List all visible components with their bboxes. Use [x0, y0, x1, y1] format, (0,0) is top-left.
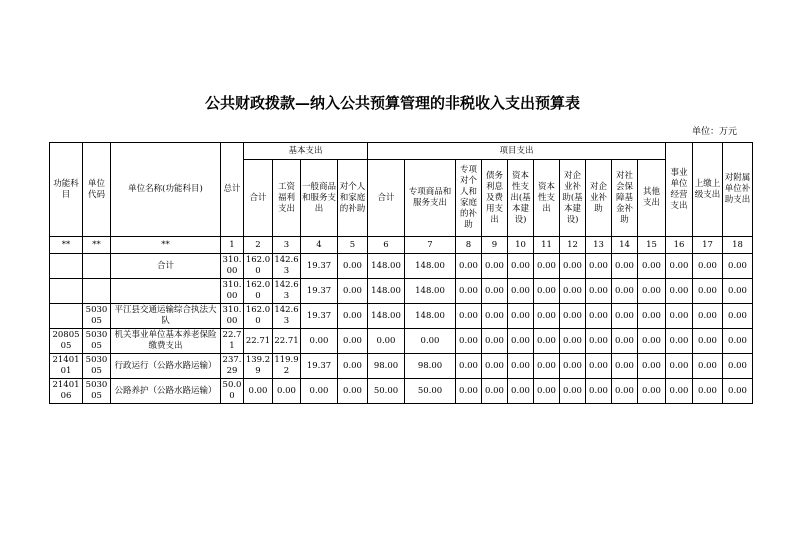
index-cell: 2: [244, 237, 273, 254]
value-cell: 310.00: [221, 254, 244, 279]
value-cell: 0.00: [586, 354, 612, 379]
value-cell: 148.00: [405, 254, 456, 279]
unit-code-cell: 503005: [83, 329, 111, 354]
value-cell: 0.00: [723, 304, 753, 329]
value-cell: 0.00: [666, 254, 693, 279]
value-cell: 0.00: [301, 329, 338, 354]
index-cell: 7: [405, 237, 456, 254]
page-title: 公共财政拨款—纳入公共预算管理的非税收入支出预算表: [204, 94, 580, 112]
index-cell: **: [83, 237, 111, 254]
index-cell: 14: [612, 237, 638, 254]
value-cell: 0.00: [273, 379, 301, 404]
header-sub: 专项商品和服务支出: [405, 160, 456, 237]
value-cell: 22.71: [244, 329, 273, 354]
value-cell: 0.00: [638, 304, 666, 329]
value-cell: 0.00: [638, 254, 666, 279]
value-cell: 0.00: [693, 304, 723, 329]
value-cell: 0.00: [586, 379, 612, 404]
value-cell: 162.00: [244, 279, 273, 304]
index-cell: 4: [301, 237, 338, 254]
header-sub: 专项对个人和家庭的补助: [456, 160, 482, 237]
value-cell: 148.00: [368, 304, 405, 329]
value-cell: 142.63: [273, 279, 301, 304]
value-cell: 22.71: [273, 329, 301, 354]
header-sub: 合计: [244, 160, 273, 237]
unit-name-cell: 合计: [111, 254, 221, 279]
table-row: [50, 379, 753, 404]
value-cell: 0.00: [586, 304, 612, 329]
func-code-cell: 2140106: [50, 379, 83, 404]
value-cell: 50.00: [368, 379, 405, 404]
header-enterprise: 事业单位经营支出: [666, 143, 693, 237]
func-code-cell: [50, 254, 83, 279]
value-cell: 0.00: [666, 354, 693, 379]
value-cell: 0.00: [508, 329, 534, 354]
index-row: [50, 237, 753, 254]
index-cell: 12: [560, 237, 586, 254]
value-cell: 0.00: [560, 254, 586, 279]
value-cell: 0.00: [456, 254, 482, 279]
value-cell: 0.00: [666, 329, 693, 354]
header-sub: 工资福利支出: [273, 160, 301, 237]
unit-name-cell: 公路养护（公路水路运输）: [111, 379, 221, 404]
unit-name-cell: 行政运行（公路水路运输）: [111, 354, 221, 379]
header-subsidiary: 对附属单位补助支出: [723, 143, 753, 237]
unit-name-cell: [111, 279, 221, 304]
index-cell: 15: [638, 237, 666, 254]
value-cell: 0.00: [693, 279, 723, 304]
value-cell: 0.00: [723, 329, 753, 354]
value-cell: 0.00: [338, 279, 368, 304]
value-cell: 0.00: [301, 379, 338, 404]
value-cell: 0.00: [338, 379, 368, 404]
unit-code-cell: 503005: [83, 304, 111, 329]
value-cell: 0.00: [693, 254, 723, 279]
value-cell: 0.00: [693, 329, 723, 354]
value-cell: 19.37: [301, 254, 338, 279]
unit-code-cell: [83, 279, 111, 304]
header-sub: 债务利息及费用支出: [482, 160, 508, 237]
value-cell: 0.00: [723, 379, 753, 404]
value-cell: 0.00: [508, 304, 534, 329]
value-cell: 98.00: [368, 354, 405, 379]
header-sub: 对社会保障基金补助: [612, 160, 638, 237]
index-cell: 11: [534, 237, 560, 254]
index-cell: 3: [273, 237, 301, 254]
value-cell: 0.00: [612, 379, 638, 404]
table-row: [50, 329, 753, 354]
value-cell: 0.00: [482, 279, 508, 304]
value-cell: 0.00: [560, 379, 586, 404]
value-cell: 0.00: [666, 379, 693, 404]
value-cell: 310.00: [221, 304, 244, 329]
index-cell: **: [50, 237, 83, 254]
value-cell: 0.00: [586, 279, 612, 304]
value-cell: 0.00: [405, 329, 456, 354]
unit-code-cell: [83, 254, 111, 279]
value-cell: 0.00: [586, 254, 612, 279]
value-cell: 0.00: [560, 304, 586, 329]
table-row: [50, 279, 753, 304]
value-cell: 0.00: [508, 354, 534, 379]
unit-name-cell: 机关事业单位基本养老保险缴费支出: [111, 329, 221, 354]
index-cell: **: [111, 237, 221, 254]
value-cell: 0.00: [723, 254, 753, 279]
value-cell: 0.00: [666, 279, 693, 304]
value-cell: 19.37: [301, 304, 338, 329]
value-cell: 0.00: [534, 329, 560, 354]
value-cell: 0.00: [368, 329, 405, 354]
unit-label: 单位：万元: [691, 127, 737, 137]
index-cell: 13: [586, 237, 612, 254]
value-cell: 0.00: [638, 329, 666, 354]
value-cell: 0.00: [612, 254, 638, 279]
header-func-code: 功能科目: [50, 143, 83, 237]
value-cell: 0.00: [482, 329, 508, 354]
value-cell: 0.00: [482, 379, 508, 404]
func-code-cell: [50, 279, 83, 304]
table-row: [50, 304, 753, 329]
value-cell: 0.00: [338, 254, 368, 279]
header-project-group: 项目支出: [368, 143, 666, 160]
value-cell: 0.00: [244, 379, 273, 404]
value-cell: 148.00: [368, 254, 405, 279]
index-cell: 8: [456, 237, 482, 254]
table-row: [50, 254, 753, 279]
value-cell: 50.00: [221, 379, 244, 404]
value-cell: 0.00: [456, 354, 482, 379]
value-cell: 0.00: [534, 354, 560, 379]
value-cell: 310.00: [221, 279, 244, 304]
unit-code-cell: 503005: [83, 354, 111, 379]
header-sub: 其他支出: [638, 160, 666, 237]
func-code-cell: [50, 304, 83, 329]
value-cell: 0.00: [534, 254, 560, 279]
index-cell: 1: [221, 237, 244, 254]
value-cell: 139.29: [244, 354, 273, 379]
header-sub: 资本性支出(基本建设): [508, 160, 534, 237]
value-cell: 0.00: [612, 279, 638, 304]
value-cell: 0.00: [456, 379, 482, 404]
value-cell: 142.63: [273, 304, 301, 329]
value-cell: 162.00: [244, 254, 273, 279]
value-cell: 50.00: [405, 379, 456, 404]
value-cell: 0.00: [560, 329, 586, 354]
header-unit-code: 单位代码: [83, 143, 111, 237]
value-cell: 0.00: [612, 354, 638, 379]
value-cell: 0.00: [666, 304, 693, 329]
value-cell: 0.00: [638, 354, 666, 379]
value-cell: 0.00: [534, 379, 560, 404]
value-cell: 0.00: [508, 379, 534, 404]
header-total: 总计: [221, 143, 244, 237]
value-cell: 19.37: [301, 354, 338, 379]
index-cell: 16: [666, 237, 693, 254]
value-cell: 0.00: [482, 304, 508, 329]
value-cell: 0.00: [723, 279, 753, 304]
index-cell: 9: [482, 237, 508, 254]
header-sub: 对个人和家庭的补助: [338, 160, 368, 237]
header-sub: 资本性支出: [534, 160, 560, 237]
value-cell: 0.00: [482, 254, 508, 279]
unit-name-cell: 平江县交通运输综合执法大队: [111, 304, 221, 329]
func-code-cell: 2140101: [50, 354, 83, 379]
header-sub: 一般商品和服务支出: [301, 160, 338, 237]
value-cell: 0.00: [338, 304, 368, 329]
value-cell: 0.00: [338, 329, 368, 354]
value-cell: 0.00: [508, 254, 534, 279]
value-cell: 148.00: [405, 279, 456, 304]
index-cell: 10: [508, 237, 534, 254]
value-cell: 22.71: [221, 329, 244, 354]
index-cell: 18: [723, 237, 753, 254]
value-cell: 0.00: [456, 279, 482, 304]
header-sub: 对企业补助: [586, 160, 612, 237]
header-basic-group: 基本支出: [244, 143, 368, 160]
value-cell: 0.00: [560, 279, 586, 304]
value-cell: 162.00: [244, 304, 273, 329]
header-unit-name: 单位名称(功能科目): [111, 143, 221, 237]
value-cell: 148.00: [405, 304, 456, 329]
value-cell: 0.00: [560, 354, 586, 379]
value-cell: 98.00: [405, 354, 456, 379]
value-cell: 142.63: [273, 254, 301, 279]
func-code-cell: 2080505: [50, 329, 83, 354]
header-sub: 对企业补助(基本建设): [560, 160, 586, 237]
index-cell: 5: [338, 237, 368, 254]
value-cell: 0.00: [482, 354, 508, 379]
unit-code-cell: 503005: [83, 379, 111, 404]
value-cell: 119.92: [273, 354, 301, 379]
value-cell: 0.00: [638, 279, 666, 304]
value-cell: 0.00: [693, 379, 723, 404]
index-cell: 17: [693, 237, 723, 254]
value-cell: 0.00: [612, 304, 638, 329]
header-sub: 合计: [368, 160, 405, 237]
value-cell: 0.00: [693, 354, 723, 379]
value-cell: 0.00: [456, 329, 482, 354]
value-cell: 0.00: [612, 329, 638, 354]
value-cell: 0.00: [456, 304, 482, 329]
value-cell: 0.00: [638, 379, 666, 404]
value-cell: 0.00: [723, 354, 753, 379]
value-cell: 0.00: [534, 304, 560, 329]
value-cell: 0.00: [586, 329, 612, 354]
value-cell: 0.00: [338, 354, 368, 379]
header-upper: 上缴上级支出: [693, 143, 723, 237]
value-cell: 237.29: [221, 354, 244, 379]
table-row: [50, 354, 753, 379]
value-cell: 0.00: [534, 279, 560, 304]
value-cell: 0.00: [508, 279, 534, 304]
index-cell: 6: [368, 237, 405, 254]
value-cell: 19.37: [301, 279, 338, 304]
value-cell: 148.00: [368, 279, 405, 304]
budget-table: [49, 142, 753, 404]
